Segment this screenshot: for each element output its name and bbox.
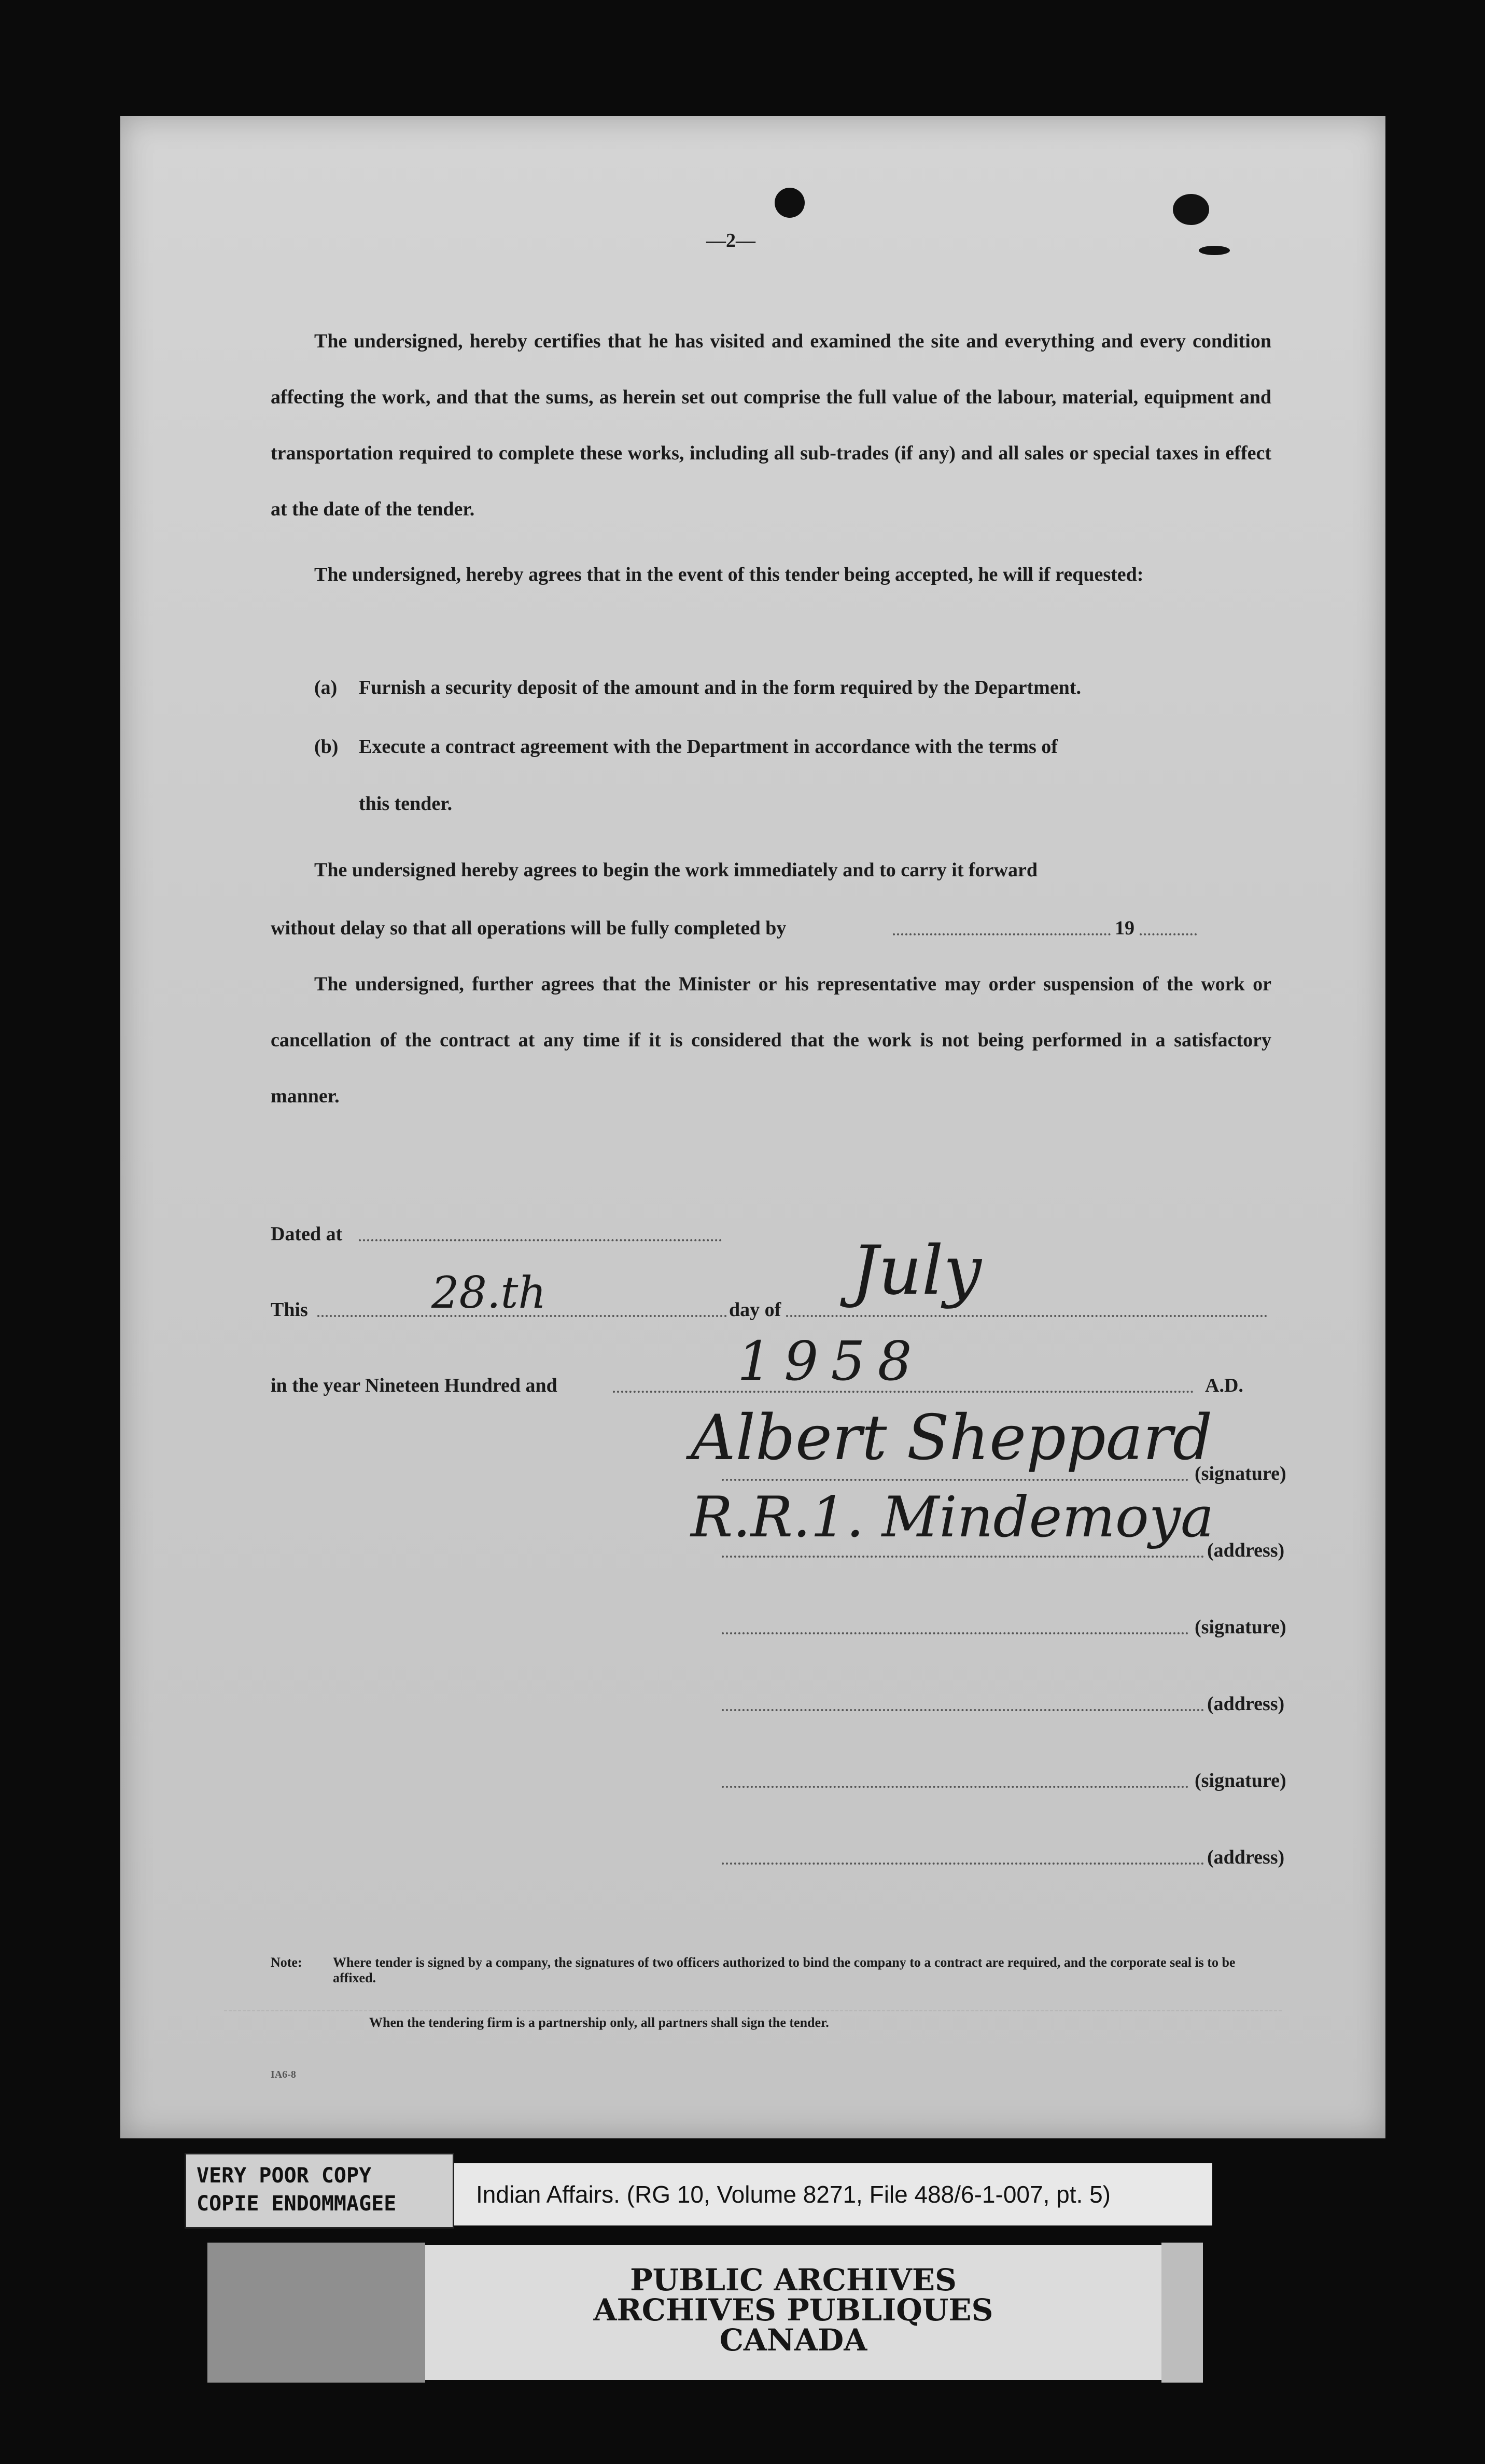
signature-3-label: (signature) <box>1195 1770 1286 1791</box>
handwritten-signature: Albert Sheppard <box>691 1402 1213 1474</box>
day-of-label: day of <box>729 1299 781 1321</box>
handwritten-day: 28.th <box>431 1267 547 1318</box>
signature-1-label: (signature) <box>1195 1463 1286 1485</box>
archives-line-3: CANADA <box>719 2322 867 2358</box>
handwritten-month: July <box>851 1231 982 1310</box>
signature-1-field <box>722 1479 1188 1481</box>
archive-citation: Indian Affairs. (RG 10, Volume 8271, File 488/6-1-007, pt. 5) <box>419 2163 1212 2225</box>
punch-hole <box>775 188 805 218</box>
archives-line-1: PUBLIC ARCHIVES <box>630 2262 957 2298</box>
ad-label: A.D. <box>1205 1375 1243 1396</box>
address-2-label: (address) <box>1207 1693 1285 1715</box>
suspension-paragraph: The undersigned, further agrees that the Minister or his representative may order suspension of the work or cancellation of the contract at any time if it is considered that the work is not being performed in a satisfactory manner. <box>271 973 1271 1107</box>
agreement-paragraph: The undersigned, hereby agrees that in the event of this tender being accepted, he will if requested: <box>314 564 1144 585</box>
archives-line-2: ARCHIVES PUBLIQUES <box>593 2292 993 2328</box>
signature-3-field <box>722 1786 1188 1788</box>
completion-year-field <box>1140 933 1197 935</box>
item-b-label: (b) <box>314 736 339 758</box>
signature-2-field <box>722 1632 1188 1634</box>
address-1-field <box>722 1556 1204 1558</box>
stamp-line-2: COPIE ENDOMMAGEE <box>197 2192 397 2216</box>
commencement-line-2: without delay so that all operations will be fully completed by <box>271 917 787 939</box>
handwritten-address: R.R.1. Mindemoya <box>691 1485 1214 1550</box>
damage-stamp <box>185 2153 454 2229</box>
address-3-label: (address) <box>1207 1846 1285 1868</box>
page-number: —2— <box>706 230 755 251</box>
item-a-text: Furnish a security deposit of the amount and in the form required by the Department. <box>359 677 1081 698</box>
address-2-field <box>722 1709 1204 1711</box>
completion-date-field <box>893 933 1111 935</box>
address-3-field <box>722 1863 1204 1865</box>
ink-stain <box>1199 246 1230 255</box>
item-a-label: (a) <box>314 677 338 698</box>
certification-paragraph: The undersigned, hereby certifies that he has visited and examined the site and everything and every condition affecting the work, and that the sums, as herein set out comprise the full value of the labour, material, equipment and transportation required to complete these works, including all sub-trades (if any) and all sales or special taxes in effect at the date of the tender. <box>271 330 1271 520</box>
completion-year-prefix: 19 <box>1115 917 1134 939</box>
month-field <box>786 1315 1267 1317</box>
mount-strip <box>1161 2243 1203 2383</box>
handwritten-year: 1958 <box>737 1329 924 1393</box>
signature-2-label: (signature) <box>1195 1616 1286 1638</box>
address-1-label: (address) <box>1207 1539 1285 1561</box>
form-code: IA6-8 <box>271 2069 296 2080</box>
this-label: This <box>271 1299 308 1321</box>
dated-at-label: Dated at <box>271 1223 343 1245</box>
mount-strip <box>207 2243 425 2383</box>
ink-stain <box>1173 194 1209 225</box>
year-label: in the year Nineteen Hundred and <box>271 1375 557 1396</box>
item-b-text: Execute a contract agreement with the Department in accordance with the terms of <box>359 736 1058 758</box>
commencement-line-1: The undersigned hereby agrees to begin the work immediately and to carry it forward <box>314 859 1038 881</box>
stamp-line-1: VERY POOR COPY <box>197 2164 372 2188</box>
tender-page <box>120 116 1385 2138</box>
note-label: Note: <box>271 1955 302 1970</box>
note-text: Where tender is signed by a company, the signatures of two officers authorized to bind the company to a contract are required, and the corporate seal is to be affixed. <box>333 1955 1236 1985</box>
partnership-note: When the tendering firm is a partnership only, all partners shall sign the tender. <box>369 2015 829 2030</box>
item-b-text-cont: this tender. <box>359 793 453 815</box>
archives-label <box>425 2245 1161 2380</box>
dated-at-field <box>359 1239 722 1241</box>
perforation-line <box>224 2010 1282 2011</box>
